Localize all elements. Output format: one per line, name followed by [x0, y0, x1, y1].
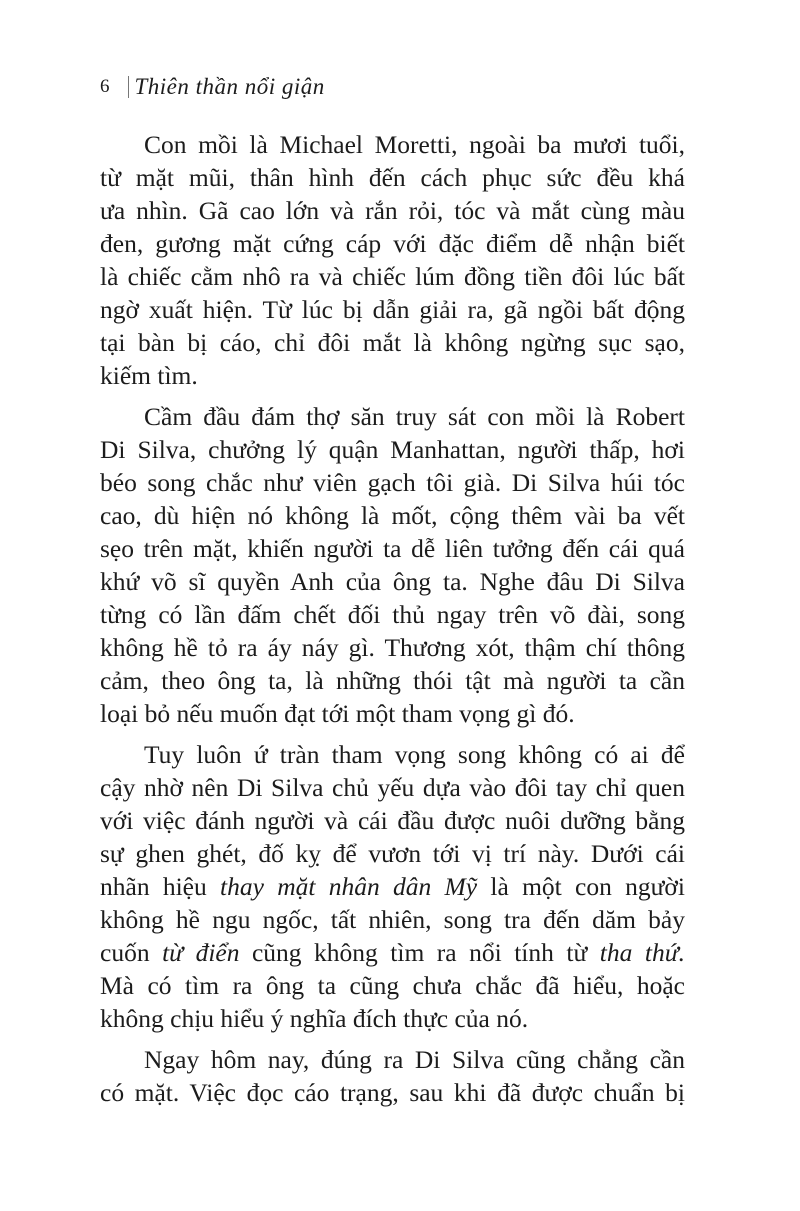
text-segment: ưa nhìn. Gã cao lớn và rắn rỏi, tóc và mắt cùng màu: [100, 196, 685, 225]
text-segment: Con mồi là Michael Moretti, ngoài ba mươi tuổi,: [144, 130, 685, 159]
text-line: [100, 466, 685, 499]
text-line: [100, 326, 685, 359]
text-line: [100, 565, 685, 598]
text-segment: sẹo trên mặt, khiến người ta dễ liên tưởng đến cái quá: [100, 534, 685, 563]
header-divider: [128, 76, 129, 98]
text-segment: từ mặt mũi, thân hình đến cách phục sức đều khá: [100, 163, 685, 192]
text-line: [100, 194, 685, 227]
text-line: [100, 664, 685, 697]
text-segment: cao, dù hiện nó không là mốt, cộng thêm vài ba vết: [100, 501, 685, 530]
text-segment: nhãn hiệu: [100, 872, 221, 901]
text-segment: cuốn: [100, 938, 163, 967]
text-segment: Mà có tìm ra ông ta cũng chưa chắc đã hiểu, hoặc: [100, 971, 685, 1000]
text-segment: khứ võ sĩ quyền Anh của ông ta. Nghe đâu Di Silva: [100, 567, 685, 596]
text-segment: sự ghen ghét, đố kỵ để vươn tới vị trí này. Dưới cái: [100, 839, 685, 868]
text-line: [100, 697, 685, 730]
italic-text: từ điển: [162, 938, 240, 967]
text-line: [100, 804, 685, 837]
text-line: [100, 598, 685, 631]
text-segment: tại bàn bị cáo, chỉ đôi mắt là không ngừng sục sạo,: [100, 328, 685, 357]
text-line: [100, 128, 685, 161]
text-segment: cũng không tìm ra nổi tính từ: [239, 938, 600, 967]
italic-text: tha thứ.: [599, 938, 686, 967]
text-segment: kiếm tìm.: [100, 361, 198, 390]
text-segment: với việc đánh người và cái đầu được nuôi dưỡng bằng: [100, 806, 685, 835]
text-line: [100, 161, 685, 194]
page-number: 6: [100, 76, 110, 97]
paragraph: [100, 738, 685, 1035]
text-segment: cảm, theo ông ta, là những thói tật mà người ta cần: [100, 666, 685, 695]
paragraph: [100, 400, 685, 730]
text-line: [100, 293, 685, 326]
paragraph: [100, 128, 685, 392]
text-segment: Di Silva, chưởng lý quận Manhattan, người thấp, hơi: [100, 435, 685, 464]
text-segment: là chiếc cằm nhô ra và chiếc lúm đồng tiền đôi lúc bất: [100, 262, 685, 291]
text-line: [100, 738, 685, 771]
text-line: [100, 260, 685, 293]
text-line: [100, 1043, 685, 1076]
paragraph: [100, 1043, 685, 1109]
page-body: [100, 128, 685, 1117]
text-line: [100, 837, 685, 870]
text-line: [100, 359, 685, 392]
text-segment: Ngay hôm nay, đúng ra Di Silva cũng chẳng cần: [144, 1045, 685, 1074]
text-segment: không hề ngu ngốc, tất nhiên, song tra đến dăm bảy: [100, 905, 685, 934]
text-segment: đen, gương mặt cứng cáp với đặc điểm dễ nhận biết: [100, 229, 685, 258]
text-segment: cậy nhờ nên Di Silva chủ yếu dựa vào đôi tay chỉ quen: [100, 773, 685, 802]
text-segment: béo song chắc như viên gạch tôi già. Di Silva húi tóc: [100, 468, 685, 497]
text-line: [100, 1002, 685, 1035]
text-line: [100, 870, 685, 903]
italic-text: thay mặt nhân dân Mỹ: [220, 872, 478, 901]
text-line: [100, 969, 685, 1002]
running-title: Thiên thần nổi giận: [134, 74, 325, 99]
running-header: [100, 74, 325, 100]
text-segment: là một con người: [477, 872, 685, 901]
text-line: [100, 771, 685, 804]
text-line: [100, 936, 685, 969]
text-segment: loại bỏ nếu muốn đạt tới một tham vọng gì đó.: [100, 699, 575, 728]
text-segment: Cầm đầu đám thợ săn truy sát con mồi là Robert: [144, 402, 685, 431]
text-line: [100, 433, 685, 466]
text-line: [100, 400, 685, 433]
text-segment: từng có lần đấm chết đối thủ ngay trên võ đài, song: [100, 600, 685, 629]
text-line: [100, 532, 685, 565]
text-segment: ngờ xuất hiện. Từ lúc bị dẫn giải ra, gã ngồi bất động: [100, 295, 685, 324]
text-line: [100, 499, 685, 532]
text-segment: không hề tỏ ra áy náy gì. Thương xót, thậm chí thông: [100, 633, 685, 662]
text-segment: không chịu hiểu ý nghĩa đích thực của nó.: [100, 1004, 529, 1033]
text-line: [100, 903, 685, 936]
text-line: [100, 1076, 685, 1109]
text-line: [100, 631, 685, 664]
text-segment: có mặt. Việc đọc cáo trạng, sau khi đã được chuẩn bị: [100, 1078, 685, 1107]
text-line: [100, 227, 685, 260]
text-segment: Tuy luôn ứ tràn tham vọng song không có ai để: [144, 740, 685, 769]
